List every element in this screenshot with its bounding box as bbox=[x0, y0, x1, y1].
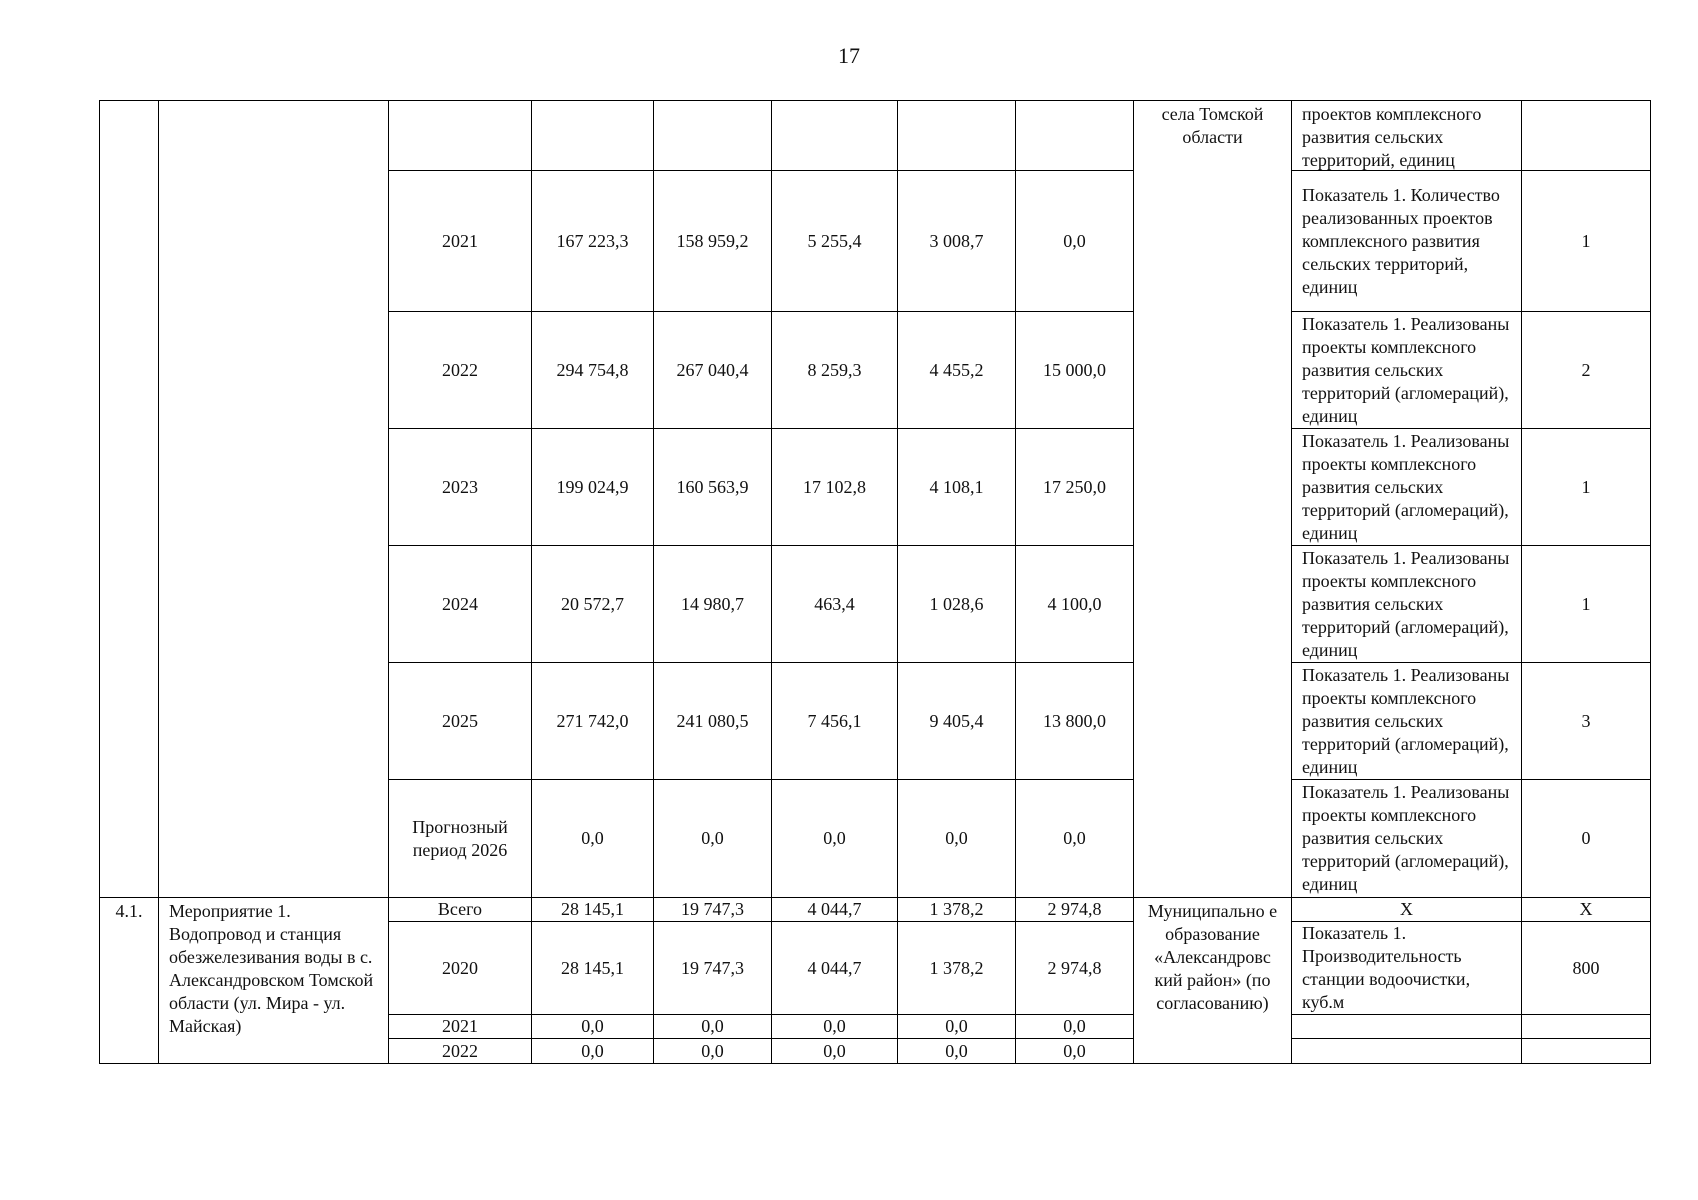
upper-row-indicator-value bbox=[1521, 662, 1651, 780]
measure-row-regional-text: 4 044,7 bbox=[807, 957, 862, 978]
name-cell-continued bbox=[158, 100, 389, 898]
empty-cell-continued bbox=[653, 100, 772, 171]
upper-row-total bbox=[531, 545, 654, 663]
upper-row-total bbox=[531, 311, 654, 429]
upper-row-indicator-value-text: 3 bbox=[1581, 710, 1591, 731]
upper-row-indicator-value bbox=[1521, 311, 1651, 429]
upper-row-regional bbox=[771, 545, 898, 663]
upper-row-local-text: 3 008,7 bbox=[929, 230, 984, 251]
measure-row-other bbox=[1015, 1014, 1134, 1039]
upper-row-other bbox=[1015, 170, 1134, 312]
measure-row-total-text: 28 145,1 bbox=[561, 957, 624, 978]
upper-row-local bbox=[897, 428, 1016, 546]
upper-row-regional bbox=[771, 428, 898, 546]
upper-row-indicator-value-text: 1 bbox=[1581, 230, 1591, 251]
measure-row-local-text: 0,0 bbox=[945, 1040, 968, 1061]
measure-executor bbox=[1133, 897, 1292, 1064]
measure-row-period bbox=[388, 1014, 532, 1039]
measure-row-indicator-value bbox=[1521, 1014, 1651, 1039]
measure-row-total bbox=[531, 1014, 654, 1039]
upper-row-indicator-text: Показатель 1. Количество реализованных проектов комплексного развития сельских территорий, единиц bbox=[1302, 184, 1500, 297]
indicator-value-continued bbox=[1521, 100, 1651, 171]
upper-row-local bbox=[897, 779, 1016, 898]
upper-row-total-text: 271 742,0 bbox=[556, 710, 629, 731]
upper-row-total-text: 20 572,7 bbox=[561, 593, 624, 614]
upper-row-period bbox=[388, 545, 532, 663]
upper-row-local-text: 1 028,6 bbox=[929, 593, 984, 614]
measure-row-regional-text: 0,0 bbox=[823, 1040, 846, 1061]
upper-row-total-text: 0,0 bbox=[581, 828, 604, 848]
measure-row-regional bbox=[771, 897, 898, 922]
upper-row-other bbox=[1015, 779, 1134, 898]
measure-row-indicator-value-text: X bbox=[1579, 899, 1593, 919]
empty-cell-continued bbox=[897, 100, 1016, 171]
upper-row-federal bbox=[653, 170, 772, 312]
measure-row-total-text: 28 145,1 bbox=[561, 899, 624, 919]
measure-row-federal-text: 19 747,3 bbox=[681, 957, 744, 978]
executor-cell-continued bbox=[1133, 100, 1292, 898]
measure-row-federal bbox=[653, 1014, 772, 1039]
measure-row-period bbox=[388, 921, 532, 1015]
upper-row-indicator-text: Показатель 1. Реализованы проекты комплексного развития сельских территорий (агломераций), единиц bbox=[1302, 313, 1510, 426]
upper-row-indicator-text: Показатель 1. Реализованы проекты комплексного развития сельских территорий (агломераций), единиц bbox=[1302, 782, 1510, 894]
upper-row-federal-text: 158 959,2 bbox=[676, 230, 749, 251]
upper-row-local bbox=[897, 311, 1016, 429]
upper-row-other bbox=[1015, 311, 1134, 429]
executor-cell-continued-text: села Томской области bbox=[1161, 104, 1264, 147]
upper-row-other-text: 13 800,0 bbox=[1043, 710, 1106, 731]
upper-row-indicator bbox=[1291, 545, 1522, 663]
measure-row-local-text: 0,0 bbox=[945, 1016, 968, 1036]
upper-row-regional-text: 5 255,4 bbox=[807, 230, 862, 251]
upper-row-indicator-value bbox=[1521, 779, 1651, 898]
measure-row-total-text: 0,0 bbox=[581, 1040, 604, 1061]
upper-row-indicator-text: Показатель 1. Реализованы проекты комплексного развития сельских территорий (агломераций), единиц bbox=[1302, 664, 1510, 777]
measure-row-federal-text: 0,0 bbox=[701, 1040, 724, 1061]
upper-row-local-text: 0,0 bbox=[945, 828, 968, 848]
measure-row-federal bbox=[653, 1038, 772, 1064]
measure-row-indicator bbox=[1291, 921, 1522, 1015]
page-number: 17 bbox=[838, 43, 860, 68]
upper-row-total bbox=[531, 170, 654, 312]
upper-row-period bbox=[388, 428, 532, 546]
measure-row-indicator-value bbox=[1521, 921, 1651, 1015]
upper-row-indicator-value bbox=[1521, 170, 1651, 312]
measure-number bbox=[99, 897, 159, 1064]
upper-row-period-text: 2024 bbox=[442, 593, 478, 614]
upper-row-period-text: 2021 bbox=[442, 230, 478, 251]
measure-row-local bbox=[897, 1014, 1016, 1039]
measure-row-regional bbox=[771, 921, 898, 1015]
upper-row-regional bbox=[771, 779, 898, 898]
upper-row-period bbox=[388, 779, 532, 898]
measure-row-federal bbox=[653, 921, 772, 1015]
measure-row-period-text: 2021 bbox=[442, 1016, 478, 1036]
upper-row-regional-text: 8 259,3 bbox=[807, 359, 862, 380]
upper-row-indicator-value-text: 1 bbox=[1581, 476, 1591, 497]
measure-row-federal bbox=[653, 897, 772, 922]
upper-row-local-text: 4 108,1 bbox=[929, 476, 984, 497]
measure-name-text: Мероприятие 1. Водопровод и станция обезжелезивания воды в с. Александровском Томской области (ул. Мира - ул. Майская) bbox=[169, 901, 374, 1036]
upper-row-other-text: 0,0 bbox=[1063, 828, 1086, 848]
upper-row-indicator bbox=[1291, 662, 1522, 780]
upper-row-other bbox=[1015, 662, 1134, 780]
upper-row-indicator-value-text: 1 bbox=[1581, 593, 1591, 614]
measure-row-other-text: 2 974,8 bbox=[1047, 899, 1102, 919]
upper-row-total-text: 167 223,3 bbox=[556, 230, 629, 251]
number-cell-continued bbox=[99, 100, 159, 898]
measure-row-indicator bbox=[1291, 1038, 1522, 1064]
measure-row-other bbox=[1015, 921, 1134, 1015]
empty-cell-continued bbox=[1015, 100, 1134, 171]
measure-number-text: 4.1. bbox=[115, 901, 143, 921]
upper-row-regional bbox=[771, 170, 898, 312]
empty-cell-continued bbox=[388, 100, 532, 171]
upper-row-local-text: 4 455,2 bbox=[929, 359, 984, 380]
upper-row-indicator-value bbox=[1521, 545, 1651, 663]
upper-row-other bbox=[1015, 428, 1134, 546]
measure-row-indicator-text: Показатель 1. Производительность станции водоочистки, куб.м bbox=[1302, 923, 1471, 1012]
upper-row-federal-text: 0,0 bbox=[701, 828, 724, 848]
measure-row-federal-text: 19 747,3 bbox=[681, 899, 744, 919]
upper-row-indicator bbox=[1291, 428, 1522, 546]
measure-row-indicator-text: X bbox=[1400, 899, 1413, 919]
upper-row-total bbox=[531, 662, 654, 780]
upper-row-federal-text: 160 563,9 bbox=[676, 476, 749, 497]
upper-row-period-text: 2025 bbox=[442, 710, 478, 731]
upper-row-indicator-value-text: 0 bbox=[1581, 828, 1591, 848]
upper-row-regional-text: 463,4 bbox=[814, 593, 855, 614]
upper-row-indicator bbox=[1291, 311, 1522, 429]
upper-row-other-text: 15 000,0 bbox=[1043, 359, 1106, 380]
measure-row-period bbox=[388, 1038, 532, 1064]
upper-row-federal bbox=[653, 545, 772, 663]
measure-row-total bbox=[531, 1038, 654, 1064]
empty-cell-continued bbox=[771, 100, 898, 171]
upper-row-period-text: Прогнозный период 2026 bbox=[412, 816, 508, 860]
upper-row-total bbox=[531, 779, 654, 898]
measure-row-regional-text: 0,0 bbox=[823, 1016, 846, 1036]
measure-row-indicator bbox=[1291, 1014, 1522, 1039]
measure-row-indicator bbox=[1291, 897, 1522, 922]
measure-row-total bbox=[531, 897, 654, 922]
upper-row-federal bbox=[653, 779, 772, 898]
indicator-cell-continued-text: проектов комплексного развития сельских территорий, единиц bbox=[1302, 104, 1482, 170]
measure-row-other bbox=[1015, 897, 1134, 922]
upper-row-local-text: 9 405,4 bbox=[929, 710, 984, 731]
measure-row-indicator-value-text: 800 bbox=[1572, 957, 1600, 978]
measure-row-period-text: Всего bbox=[437, 899, 483, 919]
upper-row-indicator-value-text: 2 bbox=[1581, 359, 1591, 380]
measure-row-total bbox=[531, 921, 654, 1015]
upper-row-total-text: 294 754,8 bbox=[556, 359, 629, 380]
upper-row-other-text: 4 100,0 bbox=[1047, 593, 1102, 614]
upper-row-regional bbox=[771, 311, 898, 429]
measure-row-regional bbox=[771, 1038, 898, 1064]
upper-row-total-text: 199 024,9 bbox=[556, 476, 629, 497]
upper-row-total bbox=[531, 428, 654, 546]
measure-row-total-text: 0,0 bbox=[581, 1016, 604, 1036]
upper-row-period bbox=[388, 311, 532, 429]
upper-row-period bbox=[388, 170, 532, 312]
upper-row-indicator bbox=[1291, 170, 1522, 312]
measure-name bbox=[158, 897, 389, 1064]
upper-row-other-text: 17 250,0 bbox=[1043, 476, 1106, 497]
measure-row-local-text: 1 378,2 bbox=[929, 899, 984, 919]
upper-row-period bbox=[388, 662, 532, 780]
measure-row-regional bbox=[771, 1014, 898, 1039]
upper-row-regional-text: 17 102,8 bbox=[803, 476, 866, 497]
upper-row-period-text: 2022 bbox=[442, 359, 478, 380]
measure-row-period-text: 2022 bbox=[442, 1040, 478, 1061]
upper-row-indicator-value bbox=[1521, 428, 1651, 546]
measure-executor-text: Муниципально е образование «Александровс кий район» (по согласованию) bbox=[1147, 901, 1278, 1013]
empty-cell-continued bbox=[531, 100, 654, 171]
measure-row-other-text: 0,0 bbox=[1063, 1016, 1086, 1036]
measure-row-indicator-value bbox=[1521, 1038, 1651, 1064]
measure-row-local bbox=[897, 921, 1016, 1015]
upper-row-regional-text: 7 456,1 bbox=[807, 710, 862, 731]
upper-row-indicator bbox=[1291, 779, 1522, 898]
upper-row-federal-text: 241 080,5 bbox=[676, 710, 749, 731]
measure-row-other-text: 2 974,8 bbox=[1047, 957, 1102, 978]
upper-row-indicator-text: Показатель 1. Реализованы проекты комплексного развития сельских территорий (агломераций), единиц bbox=[1302, 430, 1510, 543]
upper-row-other bbox=[1015, 545, 1134, 663]
upper-row-other-text: 0,0 bbox=[1063, 230, 1086, 251]
measure-row-other-text: 0,0 bbox=[1063, 1040, 1086, 1061]
upper-row-federal-text: 267 040,4 bbox=[676, 359, 749, 380]
upper-row-local bbox=[897, 545, 1016, 663]
upper-row-indicator-text: Показатель 1. Реализованы проекты комплексного развития сельских территорий (агломераций), единиц bbox=[1302, 547, 1510, 660]
upper-row-federal bbox=[653, 311, 772, 429]
indicator-cell-continued bbox=[1291, 100, 1522, 171]
measure-row-local bbox=[897, 897, 1016, 922]
upper-row-regional bbox=[771, 662, 898, 780]
measure-row-other bbox=[1015, 1038, 1134, 1064]
upper-row-local bbox=[897, 170, 1016, 312]
upper-row-regional-text: 0,0 bbox=[823, 828, 846, 848]
upper-row-federal-text: 14 980,7 bbox=[681, 593, 744, 614]
measure-row-local bbox=[897, 1038, 1016, 1064]
measure-row-period-text: 2020 bbox=[442, 957, 478, 978]
measure-row-federal-text: 0,0 bbox=[701, 1016, 724, 1036]
measure-row-indicator-value bbox=[1521, 897, 1651, 922]
upper-row-federal bbox=[653, 662, 772, 780]
upper-row-period-text: 2023 bbox=[442, 476, 478, 497]
measure-row-regional-text: 4 044,7 bbox=[807, 899, 862, 919]
upper-row-local bbox=[897, 662, 1016, 780]
upper-row-federal bbox=[653, 428, 772, 546]
measure-row-period bbox=[388, 897, 532, 922]
measure-row-local-text: 1 378,2 bbox=[929, 957, 984, 978]
